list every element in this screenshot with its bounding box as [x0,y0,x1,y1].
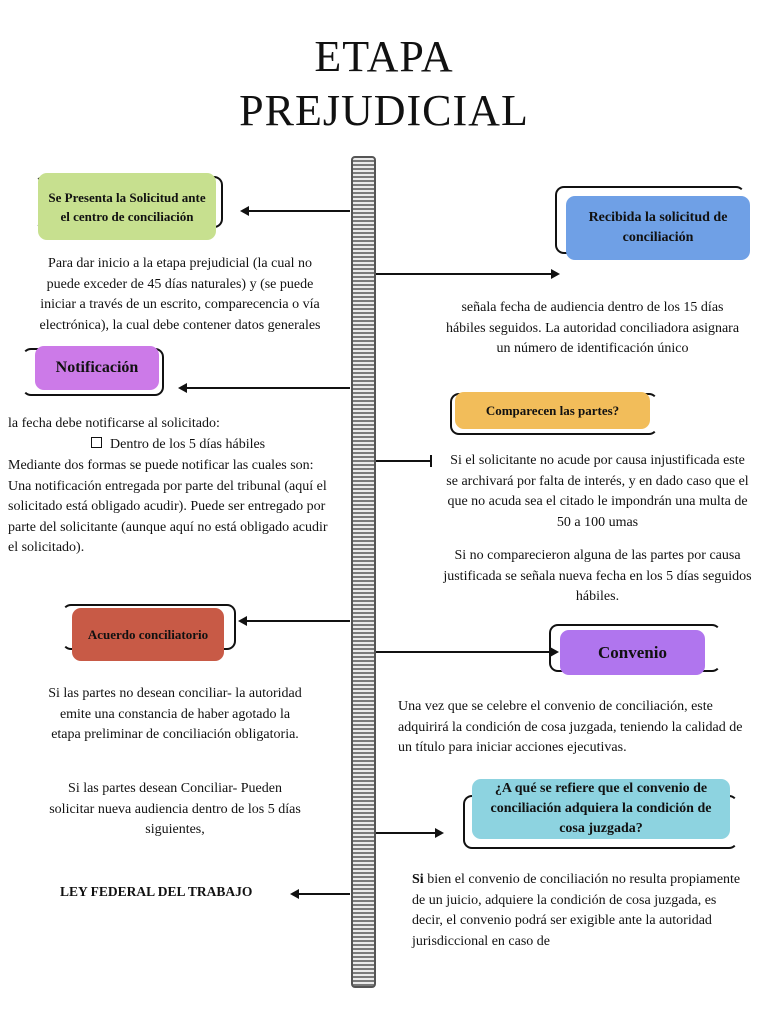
arrow-convenio-head [550,647,559,657]
pregunta-box [472,779,730,839]
comparecen-box [455,392,650,429]
notificacion-text: Mediante dos formas se puede notificar las cuales son: Una notificación entregada por parte del tribunal (aquí el solicitado está obligado acudir). Puede ser entregado por parte del solicitante (aunque aquí no está obligado acudir el solicitado). [8,458,328,555]
arrow-pregunta [376,832,436,834]
arrow-acuerdo [246,620,350,622]
acuerdo-text-1: Si las partes no desean conciliar- la autoridad emite una constancia de haber agotado la etapa preliminar de conciliación obligatoria. [48,686,302,742]
arrow-acuerdo-head [238,616,247,626]
timeline-bar [351,156,376,988]
comparecen-label: Comparecen las partes? [485,402,620,418]
arrow-solicitud [248,210,350,212]
arrow-recibida-head [551,269,560,279]
arrow-convenio [376,651,551,653]
notificacion-label: Notificación [55,359,139,376]
convenio-label: Convenio [598,642,667,662]
arrow-notificacion [186,387,350,389]
solicitud-text: Para dar inicio a la etapa prejudicial (la cual no puede exceder de 45 días naturales) y (se puede iniciar a través de un escrito, comparecencia o vía electrónica), la cual debe contener datos generales [39,256,321,333]
arrow-ley-head [290,889,299,899]
arrow-notificacion-head [178,383,187,393]
connector-comparecen-tick [430,455,432,467]
comparecen-text-2: Si no comparecieron alguna de las partes por causa justificada se señala nueva fecha en los 5 días seguidos hábiles. [443,548,752,604]
checkbox-icon [91,437,102,448]
arrow-recibida [376,273,552,275]
solicitud-box [38,173,216,240]
pregunta-text [412,870,747,952]
notificacion-bullet-text: Dentro de los 5 días hábiles [110,437,266,452]
solicitud-label: Se Presenta la Solicitud ante el centro de conciliación [48,189,206,224]
notificacion-box [35,346,159,390]
acuerdo-text-2: Si las partes desean Conciliar- Pueden solicitar nueva audiencia dentro de los 5 días siguientes, [49,781,301,837]
pregunta-text-lead: Si [412,872,424,887]
connector-comparecen [376,460,431,462]
pregunta-text-body: bien el convenio de conciliación no resulta propiamente de un juicio, adquiere la condición de cosa juzgada, es decir, el convenio podrá ser exigible ante la autoridad jurisdiccional en caso de [412,872,741,949]
page-title [0,30,768,138]
arrow-pregunta-head [435,828,444,838]
acuerdo-box [72,608,224,661]
arrow-ley [298,893,350,895]
title-line-2: PREJUDICIAL [239,86,529,135]
notificacion-bullet [91,435,341,456]
recibida-box [566,196,750,260]
pregunta-label: ¿A qué se refiere que el convenio de conciliación adquiera la condición de cosa juzgada? [490,781,712,836]
title-line-1: ETAPA [314,32,454,81]
arrow-solicitud-head [240,206,249,216]
comparecen-text-1: Si el solicitante no acude por causa injustificada este se archivará por falta de interés, y en dado caso que el que no acuda sea el citado le impondrán una multa de 50 a 100 umas [446,453,749,530]
notificacion-line1: la fecha debe notificarse al solicitado: [8,416,220,431]
recibida-label: Recibida la solicitud de conciliación [588,210,728,245]
convenio-box [560,630,705,675]
convenio-text: Una vez que se celebre el convenio de conciliación, este adquirirá la condición de cosa juzgada, teniendo la calidad de un título para iniciar acciones ejecutivas. [398,699,743,755]
acuerdo-label: Acuerdo conciliatorio [87,626,209,642]
recibida-text: señala fecha de audiencia dentro de los 15 días hábiles seguidos. La autoridad conciliadora asignara un número de identificación único [445,300,740,356]
ley-label: LEY FEDERAL DEL TRABAJO [60,884,253,899]
